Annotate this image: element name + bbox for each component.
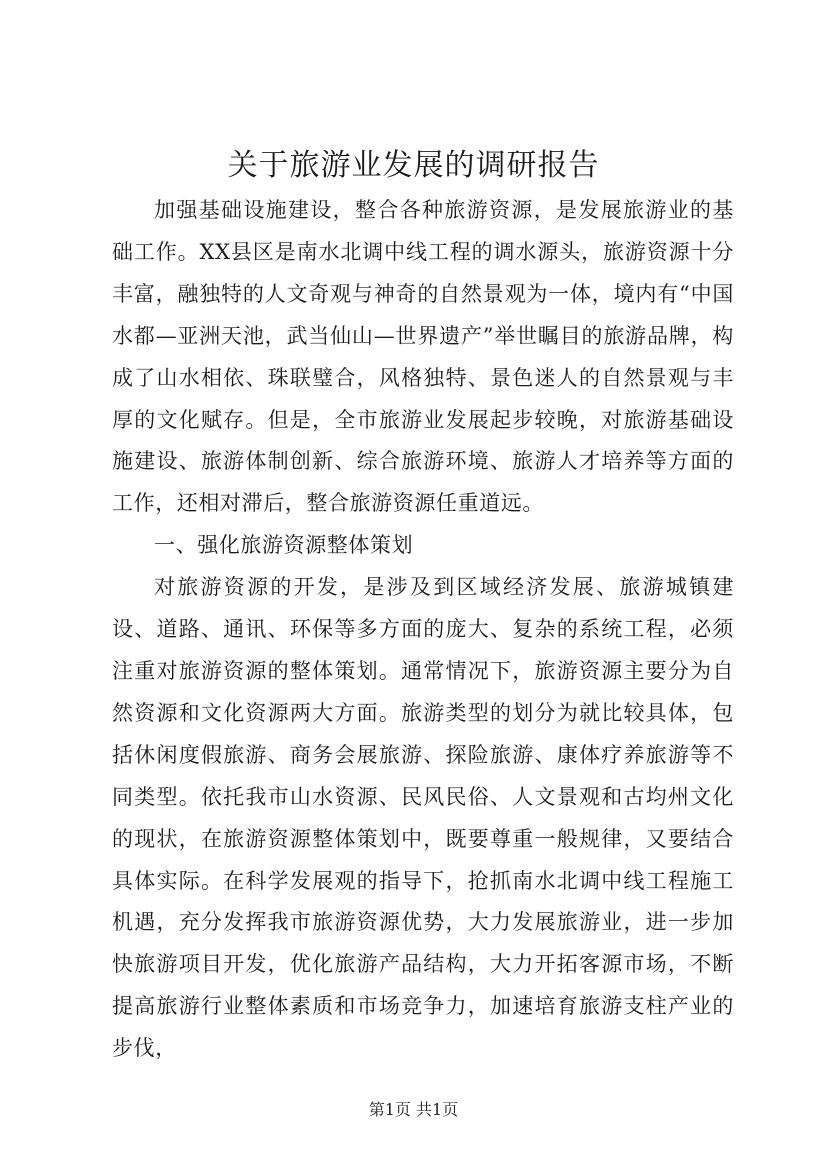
section-heading: 一、强化旅游资源整体策划 bbox=[154, 533, 414, 558]
page-footer: 第1页 共1页 bbox=[368, 1100, 459, 1119]
document-title: 关于旅游业发展的调研报告 bbox=[227, 148, 600, 183]
paragraph-section-1: 对旅游资源的开发，是涉及到区域经济发展、旅游城镇建设、道路、通讯、环保等多方面的庞大、复杂的系统工程，必须注重对旅游资源的整体策划。通常情况下，旅游资源主要分为自然资源和文化资源两大方面。旅游类型的划分为就比较具体，包括休闲度假旅游、商务会展旅游、探险旅游、康体疗养旅游等不同类型。依托我市山水资源、民风民俗、人文景观和古均州文化的现状，在旅游资源整体策划中，既要尊重一般规律，又要结合具体实际。在科学发展观的指导下，抢抓南水北调中线工程施工机遇，充分发挥我市旅游资源优势，大力发展旅游业，进一步加快旅游项目开发，优化旅游产品结构，大力开拓客源市场，不断提高旅游行业整体素质和市场竞争力，加速培育旅游支柱产业的步伐， bbox=[112, 575, 734, 1061]
paragraph-intro: 加强基础设施建设，整合各种旅游资源，是发展旅游业的基础工作。XX县区是南水北调中线工程的调水源头，旅游资源十分丰富，融独特的人文奇观与神奇的自然景观为一体，境内有“中国水都—亚洲天池，武当仙山—世界遗产”举世瞩目的旅游品牌，构成了山水相依、珠联璧合，风格独特、景色迷人的自然景观与丰厚的文化赋存。但是，全市旅游业发展起步较晚，对旅游基础设施建设、旅游体制创新、综合旅游环境、旅游人才培养等方面的工作，还相对滞后，整合旅游资源任重道远。 bbox=[112, 198, 734, 516]
document-body bbox=[112, 190, 734, 1070]
